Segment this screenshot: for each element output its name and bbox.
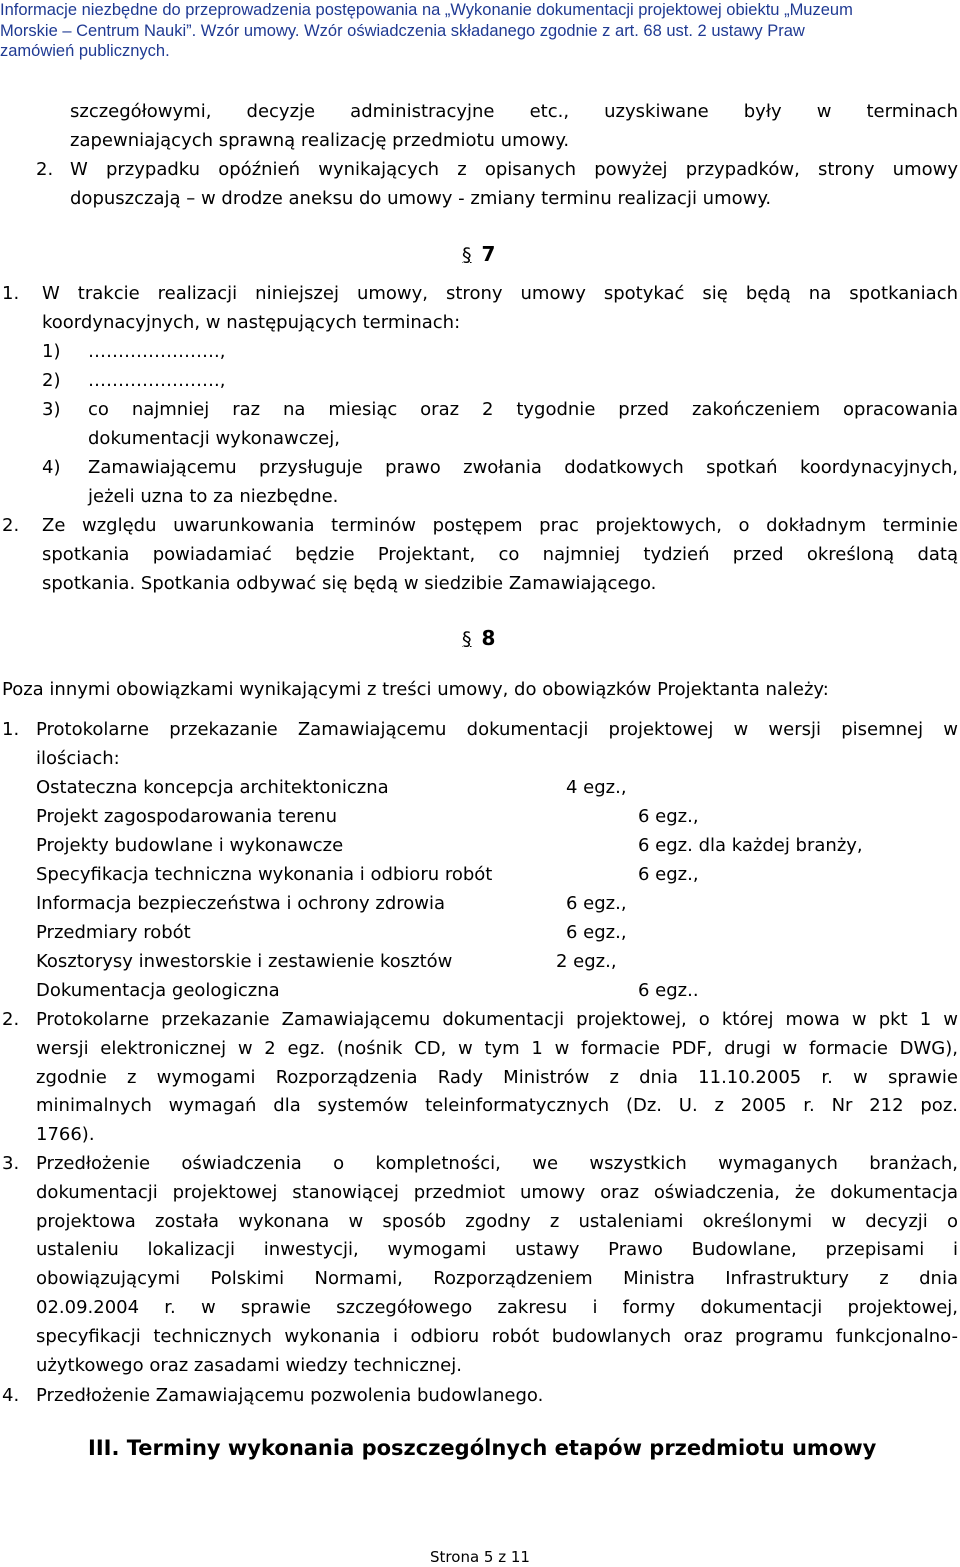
- text-line: co najmniej raz na miesiąc oraz 2 tygodnie przed zakończeniem opracowania: [88, 399, 958, 420]
- s8-paragraph-2: [36, 1006, 958, 1150]
- s8-paragraph-1: [36, 716, 958, 774]
- text-line: ustaleniu lokalizacji inwestycji, wymogami ustawy Prawo Budowlane, przepisami i: [36, 1239, 958, 1261]
- item-name: Specyfikacja techniczna wykonania i odbioru robót: [36, 864, 493, 885]
- text-line: 1766).: [36, 1124, 95, 1146]
- placeholder-date: ………………….,: [88, 370, 226, 391]
- item-name: Ostateczna koncepcja architektoniczna: [36, 777, 389, 798]
- item-name: Kosztorysy inwestorskie i zestawienie kosztów: [36, 951, 453, 972]
- text-line: Zamawiającemu przysługuje prawo zwołania dodatkowych spotkań koordynacyjnych,: [88, 457, 958, 478]
- item-quantity: 4 egz.,: [566, 777, 627, 798]
- text-line: koordynacyjnych, w następujących terminach:: [42, 311, 461, 333]
- text-line: dokumentacji projektowej stanowiącej przedmiot umowy oraz oświadczenia, że dokumentacja: [36, 1181, 958, 1203]
- text-line: Protokolarne przekazanie Zamawiającemu dokumentacji projektowej, o której mowa w pkt 1 w: [36, 1009, 958, 1030]
- text-line: zapewniających sprawną realizację przedmiotu umowy.: [70, 129, 570, 151]
- list-number: 4): [42, 457, 61, 478]
- text-line: użytkowego oraz zasadami wiedzy technicznej.: [36, 1354, 462, 1376]
- text-line: ilościach:: [36, 747, 120, 769]
- item-quantity: 6 egz. dla każdej branży,: [638, 835, 863, 856]
- list-number: 2.: [36, 159, 54, 180]
- list-item: [36, 948, 617, 977]
- text-line: zgodnie z wymogami Rozporządzenia Rady Ministrów z dnia 11.10.2005 r. w sprawie: [36, 1066, 958, 1088]
- section-7-heading: [462, 240, 495, 270]
- item-quantity: 6 egz.,: [638, 864, 699, 885]
- item-name: Informacja bezpieczeństwa i ochrony zdrowia: [36, 893, 446, 914]
- section-number: 7: [481, 242, 496, 266]
- item-quantity: 6 egz.,: [638, 806, 699, 827]
- item-quantity: 6 egz.,: [566, 893, 627, 914]
- text-line: Protokolarne przekazanie Zamawiającemu dokumentacji projektowej w wersji pisemnej w: [36, 719, 958, 740]
- item-name: Przedmiary robót: [36, 922, 191, 943]
- page-number: Strona 5 z 11: [430, 1548, 530, 1566]
- item-quantity: 2 egz.,: [556, 951, 617, 972]
- text-line: W trakcie realizacji niniejszej umowy, strony umowy spotykać się będą na spotkaniach: [42, 283, 958, 304]
- item-name: Dokumentacja geologiczna: [36, 980, 280, 1001]
- list-number: 4.: [2, 1385, 20, 1406]
- list-item: [36, 977, 699, 1006]
- s8-paragraph-3: [36, 1150, 958, 1380]
- s8-paragraph-4: Przedłożenie Zamawiającemu pozwolenia budowlanego.: [36, 1385, 544, 1406]
- section-number: 8: [481, 626, 496, 650]
- header-line-2: Morskie – Centrum Nauki”. Wzór umowy. Wzór oświadczenia składanego zgodnie z art. 68 ust. 2 ustawy Praw: [0, 21, 805, 40]
- item-name: Projekty budowlane i wykonawcze: [36, 835, 344, 856]
- text-line: Przedłożenie oświadczenia o kompletności, we wszystkich wymaganych branżach,: [36, 1153, 958, 1174]
- continued-paragraph: [70, 98, 958, 156]
- item-quantity: 6 egz.,: [566, 922, 627, 943]
- section-8-heading: [462, 624, 495, 654]
- text-line: obowiązującymi Polskimi Normami, Rozporządzeniem Ministra Infrastruktury z dnia: [36, 1268, 958, 1290]
- s7-item-4: [88, 454, 958, 512]
- list-item: [36, 861, 699, 890]
- text-line: spotkania powiadamiać będzie Projektant, co najmniej tydzień przed określoną datą: [42, 543, 958, 565]
- list-number: 3): [42, 399, 61, 420]
- text-line: szczegółowymi, decyzje administracyjne etc., uzyskiwane były w terminach: [70, 101, 958, 122]
- list-item: [36, 832, 863, 861]
- section-sign: §: [462, 628, 472, 650]
- list-number: 2.: [2, 515, 20, 536]
- list-item: [36, 919, 627, 948]
- header-line-3: zamówień publicznych.: [0, 42, 170, 60]
- header-line-1: Informacje niezbędne do przeprowadzenia postępowania na „Wykonanie dokumentacji projektowej obiektu „Muzeum: [0, 1, 853, 19]
- list-number: 1.: [2, 283, 20, 304]
- list-number: 2.: [2, 1009, 20, 1030]
- text-line: specyfikacji technicznych wykonania i odbioru robót budowlanych oraz programu funkcjonalno-: [36, 1325, 958, 1347]
- section-heading: III. Terminy wykonania poszczególnych etapów przedmiotu umowy: [88, 1436, 877, 1460]
- list-number: 1): [42, 341, 61, 362]
- text-line: spotkania. Spotkania odbywać się będą w siedzibie Zamawiającego.: [42, 572, 657, 594]
- list-number: 1.: [2, 719, 20, 740]
- text-line: W przypadku opóźnień wynikających z opisanych powyżej przypadków, strony umowy: [70, 159, 958, 180]
- text-line: wersji elektronicznej w 2 egz. (nośnik CD, w tym 1 w formacie PDF, drugi w formacie DWG),: [36, 1037, 958, 1059]
- item-name: Projekt zagospodarowania terenu: [36, 806, 337, 827]
- item-quantity: 6 egz..: [638, 980, 699, 1001]
- list-item: [36, 803, 699, 832]
- section-sign: §: [462, 244, 472, 266]
- list-number: 3.: [2, 1153, 20, 1174]
- text-line: dopuszczają – w drodze aneksu do umowy - zmiany terminu realizacji umowy.: [70, 187, 772, 209]
- text-line: minimalnych wymagań dla systemów teleinformatycznych (Dz. U. z 2005 r. Nr 212 poz.: [36, 1095, 958, 1117]
- s7-paragraph-2: [42, 512, 958, 598]
- s7-item-3: [88, 396, 958, 454]
- text-line: projektowa została wykonana w sposób zgodny z ustaleniami określonymi w decyzji o: [36, 1210, 958, 1232]
- s7-paragraph-1: [42, 280, 958, 338]
- s8-intro: Poza innymi obowiązkami wynikającymi z treści umowy, do obowiązków Projektanta należy:: [2, 679, 829, 700]
- placeholder-date: ………………….,: [88, 341, 226, 362]
- text-line: jeżeli uzna to za niezbędne.: [88, 485, 339, 507]
- text-line: 02.09.2004 r. w sprawie szczegółowego zakresu i formy dokumentacji projektowej,: [36, 1296, 958, 1318]
- text-line: dokumentacji wykonawczej,: [88, 427, 340, 449]
- list-item: [36, 890, 627, 919]
- text-line: Ze względu uwarunkowania terminów postępem prac projektowych, o dokładnym terminie: [42, 515, 958, 536]
- list-number: 2): [42, 370, 61, 391]
- list-item: [36, 774, 627, 803]
- paragraph-2: [70, 156, 958, 214]
